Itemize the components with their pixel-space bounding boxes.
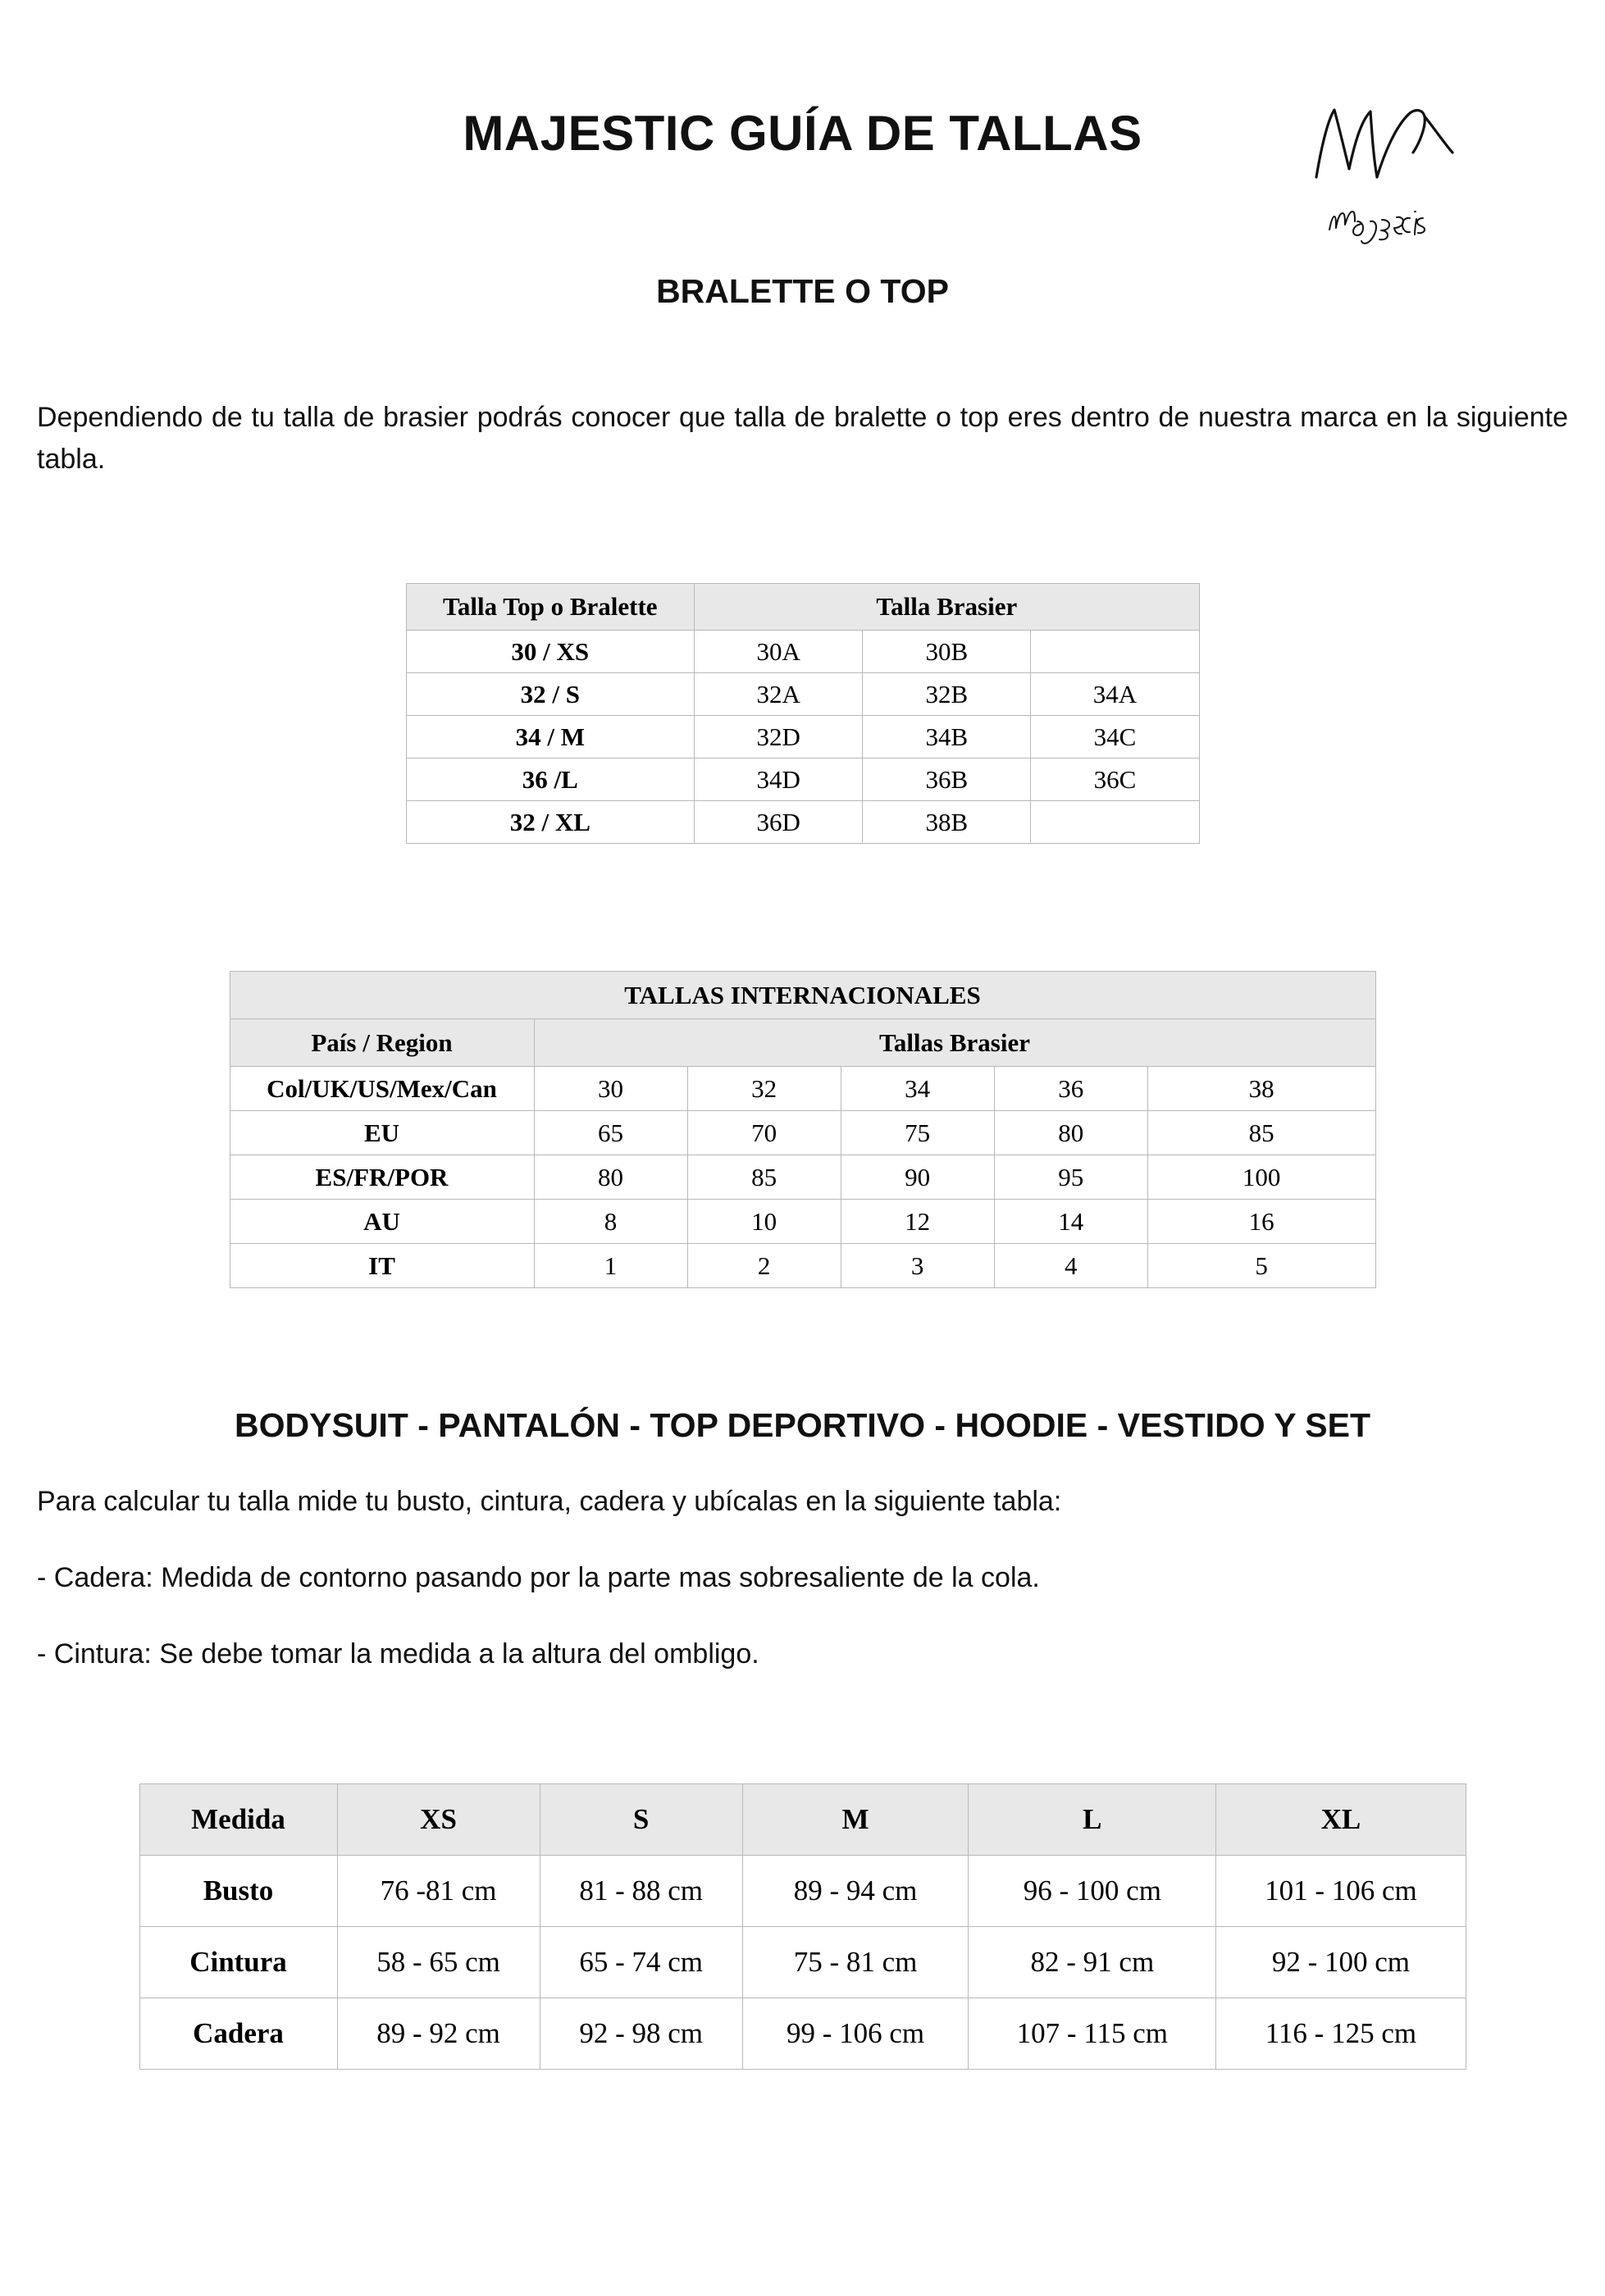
cell-size: 34 / M [406,716,695,758]
cell-value: 36 [994,1067,1147,1111]
table-row [230,1111,1375,1155]
cell-size: 30 / XS [406,631,695,673]
table-row [406,801,1199,844]
table-row [230,1155,1375,1200]
cell-value: 14 [994,1200,1147,1244]
table-header-row [406,584,1199,631]
cell-value: 80 [994,1111,1147,1155]
header-tallas-internacionales: TALLAS INTERNACIONALES [230,972,1375,1019]
cell-value: 75 - 81 cm [742,1926,969,1998]
cell-measure-label: Cintura [139,1926,337,1998]
cell-bra-b: 30B [863,631,1031,673]
cell-value: 85 [687,1155,841,1200]
cell-value: 89 - 92 cm [337,1998,540,2069]
cell-size: 32 / XL [406,801,695,844]
table-row [406,716,1199,758]
cell-value: 90 [841,1155,994,1200]
cell-bra-a: 36D [695,801,863,844]
cell-value: 32 [687,1067,841,1111]
cell-value: 8 [534,1200,687,1244]
cell-value: 81 - 88 cm [540,1855,742,1926]
cell-value: 76 -81 cm [337,1855,540,1926]
cell-value: 85 [1147,1111,1375,1155]
cell-bra-c [1031,631,1199,673]
cell-value: 107 - 115 cm [969,1998,1216,2069]
bralette-intro-paragraph: Dependiendo de tu talla de brasier podrás conocer que talla de bralette o top eres dentro de nuestra marca en la siguiente tabla. [37,402,1568,475]
hip-instruction: - Cadera: Medida de contorno pasando por la parte mas sobresaliente de la cola. [37,1561,1040,1593]
table-title-row [230,972,1375,1019]
cell-measure-label: Cadera [139,1998,337,2069]
header-talla-top: Talla Top o Bralette [406,584,695,631]
cell-bra-a: 32D [695,716,863,758]
cell-region: IT [230,1244,534,1288]
cell-bra-b: 34B [863,716,1031,758]
header-m: M [742,1784,969,1855]
section-heading-bralette: BRALETTE O TOP [656,272,949,310]
cell-bra-a: 34D [695,758,863,801]
cell-value: 58 - 65 cm [337,1926,540,1998]
cell-value: 2 [687,1244,841,1288]
page-title: MAJESTIC GUÍA DE TALLAS [463,106,1142,161]
cell-bra-b: 32B [863,673,1031,716]
cell-value: 10 [687,1200,841,1244]
majestic-logo [1302,98,1482,254]
table-row [230,1067,1375,1111]
cell-bra-b: 38B [863,801,1031,844]
header-l: L [969,1784,1216,1855]
cell-bra-c [1031,801,1199,844]
table-row [139,1855,1466,1926]
cell-value: 80 [534,1155,687,1200]
table-row [139,1998,1466,2069]
cell-value: 82 - 91 cm [969,1926,1216,1998]
cell-value: 100 [1147,1155,1375,1200]
cell-region: ES/FR/POR [230,1155,534,1200]
table-header-row [230,1019,1375,1067]
cell-measure-label: Busto [139,1855,337,1926]
cell-value: 3 [841,1244,994,1288]
cell-region: Col/UK/US/Mex/Can [230,1067,534,1111]
cell-value: 1 [534,1244,687,1288]
cell-value: 95 [994,1155,1147,1200]
table-header-row [139,1784,1466,1855]
table-row [230,1244,1375,1288]
table-row [139,1926,1466,1998]
international-size-table [230,971,1376,1288]
cell-region: AU [230,1200,534,1244]
table-row [230,1200,1375,1244]
cell-size: 36 /L [406,758,695,801]
header-xs: XS [337,1784,540,1855]
cell-bra-b: 36B [863,758,1031,801]
cell-bra-a: 30A [695,631,863,673]
cell-value: 12 [841,1200,994,1244]
cell-value: 92 - 98 cm [540,1998,742,2069]
cell-value: 92 - 100 cm [1216,1926,1466,1998]
measurements-table [139,1784,1466,2070]
table-row [406,631,1199,673]
table-row [406,673,1199,716]
section-heading-prendas: BODYSUIT - PANTALÓN - TOP DEPORTIVO - HOODIE - VESTIDO Y SET [234,1406,1371,1444]
cell-value: 30 [534,1067,687,1111]
waist-instruction: - Cintura: Se debe tomar la medida a la altura del ombligo. [37,1638,759,1670]
header-medida: Medida [139,1784,337,1855]
cell-value: 99 - 106 cm [742,1998,969,2069]
cell-value: 38 [1147,1067,1375,1111]
header-pais-region: País / Region [230,1019,534,1067]
cell-value: 34 [841,1067,994,1111]
cell-value: 116 - 125 cm [1216,1998,1466,2069]
header-tallas-brasier: Tallas Brasier [534,1019,1375,1067]
cell-value: 70 [687,1111,841,1155]
cell-bra-a: 32A [695,673,863,716]
header-talla-brasier: Talla Brasier [695,584,1199,631]
cell-size: 32 / S [406,673,695,716]
cell-value: 75 [841,1111,994,1155]
cell-bra-c: 34C [1031,716,1199,758]
cell-value: 96 - 100 cm [969,1855,1216,1926]
header-s: S [540,1784,742,1855]
cell-value: 4 [994,1244,1147,1288]
cell-region: EU [230,1111,534,1155]
header-xl: XL [1216,1784,1466,1855]
table-row [406,758,1199,801]
cell-value: 65 - 74 cm [540,1926,742,1998]
cell-value: 89 - 94 cm [742,1855,969,1926]
measure-instructions: Para calcular tu talla mide tu busto, cintura, cadera y ubícalas en la siguiente tabla: [37,1485,1062,1517]
cell-bra-c: 36C [1031,758,1199,801]
cell-bra-c: 34A [1031,673,1199,716]
cell-value: 65 [534,1111,687,1155]
cell-value: 5 [1147,1244,1375,1288]
cell-value: 101 - 106 cm [1216,1855,1466,1926]
cell-value: 16 [1147,1200,1375,1244]
bralette-size-table [406,583,1200,844]
